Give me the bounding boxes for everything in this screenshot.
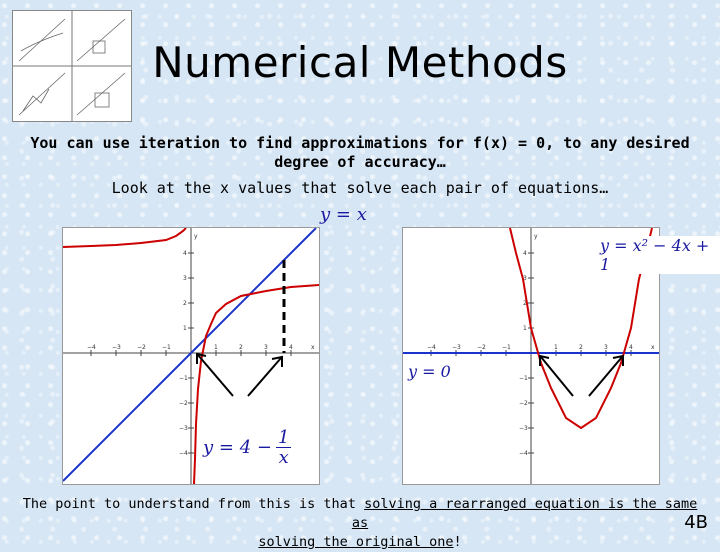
svg-text:x: x bbox=[651, 344, 655, 351]
svg-text:−3: −3 bbox=[519, 425, 528, 432]
footer-line1-prefix: The point to understand from this is that bbox=[22, 496, 365, 512]
right-top-equation: y = x² − 4x + 1 bbox=[598, 236, 720, 274]
svg-text:3: 3 bbox=[523, 275, 527, 282]
svg-text:4: 4 bbox=[523, 250, 527, 257]
fraction-denominator: x bbox=[278, 447, 289, 468]
svg-text:1: 1 bbox=[554, 344, 558, 351]
left-bottom-equation bbox=[203, 428, 291, 467]
left-bottom-equation-prefix: y = 4 − bbox=[203, 437, 272, 458]
svg-text:1: 1 bbox=[214, 344, 218, 351]
svg-text:3: 3 bbox=[604, 344, 608, 351]
footer-text bbox=[20, 495, 700, 552]
svg-text:x: x bbox=[311, 344, 315, 351]
svg-text:−4: −4 bbox=[519, 450, 528, 457]
svg-text:y: y bbox=[194, 233, 198, 240]
svg-text:1: 1 bbox=[183, 325, 187, 332]
intro-line-2: degree of accuracy… bbox=[274, 153, 446, 171]
svg-text:−2: −2 bbox=[137, 344, 146, 351]
footer-line1-underlined: solving a rearranged equation is the same as bbox=[351, 496, 698, 531]
svg-text:−3: −3 bbox=[179, 425, 188, 432]
left-top-equation: y = x bbox=[320, 204, 367, 225]
svg-text:−4: −4 bbox=[427, 344, 436, 351]
svg-text:2: 2 bbox=[183, 300, 187, 307]
svg-text:1: 1 bbox=[523, 325, 527, 332]
svg-text:−1: −1 bbox=[162, 344, 171, 351]
intro-line-1: You can use iteration to find approximations for f(x) = 0, to any desired bbox=[30, 134, 690, 152]
svg-text:−2: −2 bbox=[477, 344, 486, 351]
svg-text:2: 2 bbox=[579, 344, 583, 351]
right-bottom-equation: y = 0 bbox=[408, 362, 451, 381]
svg-text:y: y bbox=[534, 233, 538, 240]
footer-line2-suffix: ! bbox=[453, 534, 462, 550]
svg-text:2: 2 bbox=[523, 300, 527, 307]
svg-text:3: 3 bbox=[264, 344, 268, 351]
svg-text:−4: −4 bbox=[179, 450, 188, 457]
svg-text:2: 2 bbox=[239, 344, 243, 351]
fraction-numerator: 1 bbox=[277, 427, 290, 448]
left-bottom-equation-fraction bbox=[276, 428, 291, 467]
page-title: Numerical Methods bbox=[152, 38, 568, 87]
svg-text:3: 3 bbox=[183, 275, 187, 282]
svg-text:−3: −3 bbox=[452, 344, 461, 351]
svg-text:4: 4 bbox=[629, 344, 633, 351]
thumbnail-diagram bbox=[12, 10, 132, 122]
svg-text:4: 4 bbox=[289, 344, 293, 351]
svg-text:−1: −1 bbox=[179, 375, 188, 382]
slide-number: 4B bbox=[684, 512, 708, 533]
intro-text bbox=[20, 134, 700, 172]
svg-text:−1: −1 bbox=[519, 375, 528, 382]
svg-text:−1: −1 bbox=[502, 344, 511, 351]
svg-text:−2: −2 bbox=[179, 400, 188, 407]
footer-line2-underlined: solving the original one bbox=[258, 534, 454, 550]
svg-text:−3: −3 bbox=[112, 344, 121, 351]
intro-line-3: Look at the x values that solve each pair of equations… bbox=[111, 179, 609, 197]
svg-text:4: 4 bbox=[183, 250, 187, 257]
svg-text:−2: −2 bbox=[519, 400, 528, 407]
svg-text:−4: −4 bbox=[87, 344, 96, 351]
